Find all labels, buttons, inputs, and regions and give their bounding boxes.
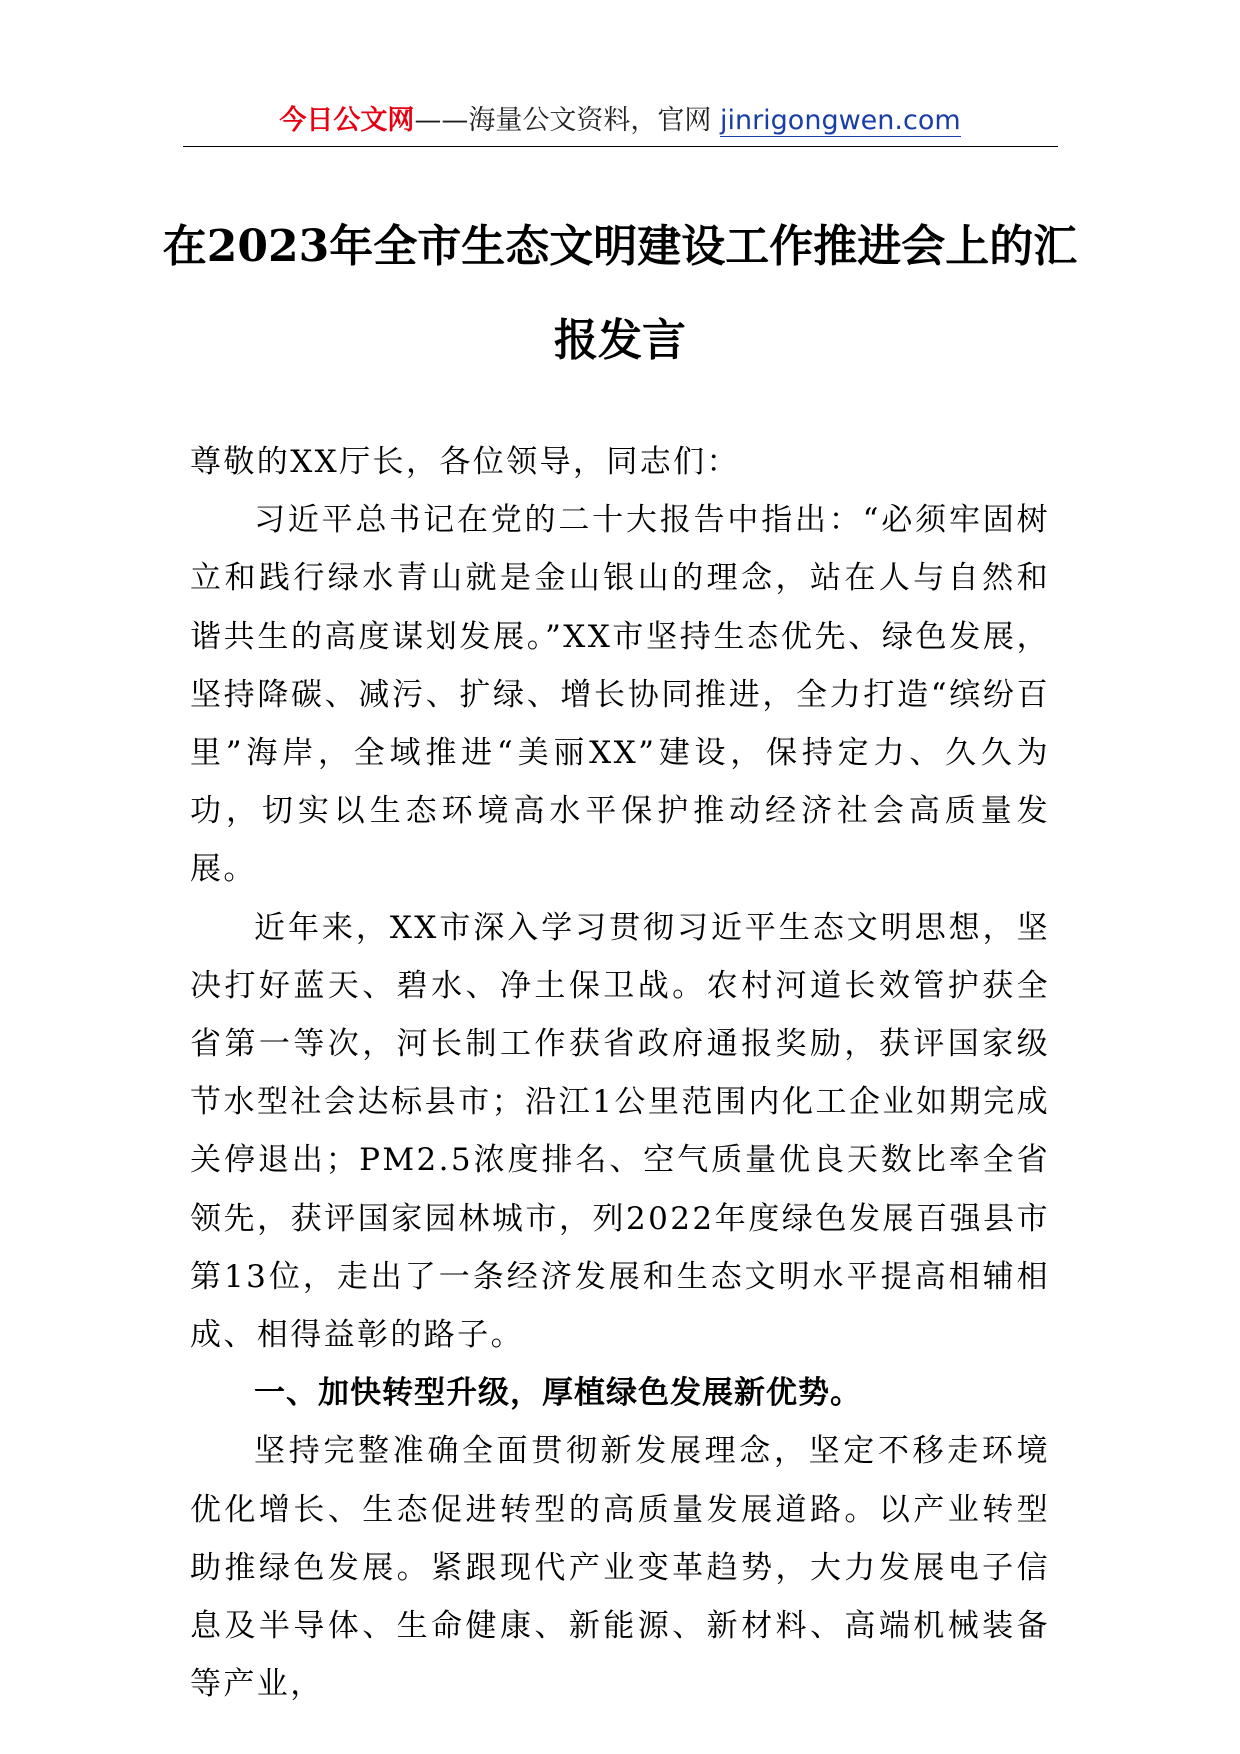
body-paragraph: 近年来，XX市深入学习贯彻习近平生态文明思想，坚决打好蓝天、碧水、净土保卫战。农村河道长效管护获全省第一等次，河长制工作获省政府通报奖励，获评国家级节水型社会达标县市；沿江1公里范围内化工企业如期完成关停退出；PM2.5浓度排名、空气质量优良天数比率全省领先，获评国家园林城市，列2022年度绿色发展百强县市第13位，走出了一条经济发展和生态文明水平提高相辅相成、相得益彰的路子。 xyxy=(190,909,1050,1354)
document-title: 在2023年全市生态文明建设工作推进会上的汇报发言 xyxy=(162,221,1078,366)
header-dash: —— xyxy=(414,105,469,136)
site-link[interactable]: jinrigongwen.com xyxy=(719,105,961,136)
header-divider xyxy=(183,146,1058,147)
salutation: 尊敬的XX厅长，各位领导，同志们： xyxy=(190,444,740,480)
section-heading: 一、加快转型升级，厚植绿色发展新优势。 xyxy=(254,1375,862,1412)
header-tagline: 海量公文资料，官网 xyxy=(468,105,720,136)
document-body xyxy=(190,433,1050,1713)
site-brand[interactable]: 今日公文网 xyxy=(279,105,415,136)
site-header xyxy=(0,104,1240,138)
section-paragraph: 坚持完整准确全面贯彻新发展理念，坚定不移走环境优化增长、生态促进转型的高质量发展道路。以产业转型助推绿色发展。紧跟现代产业变革趋势，大力发展电子信息及半导体、生命健康、新能源、新材料、高端机械装备等产业， xyxy=(190,1433,1050,1703)
body-paragraph: 习近平总书记在党的二十大报告中指出：“必须牢固树立和践行绿水青山就是金山银山的理念，站在人与自然和谐共生的高度谋划发展。”XX市坚持生态优先、绿色发展，坚持降碳、减污、扩绿、增长协同推进，全力打造“缤纷百里”海岸，全域推进“美丽XX”建设，保持定力、久久为功，切实以生态环境高水平保护推动经济社会高质量发展。 xyxy=(190,502,1050,888)
